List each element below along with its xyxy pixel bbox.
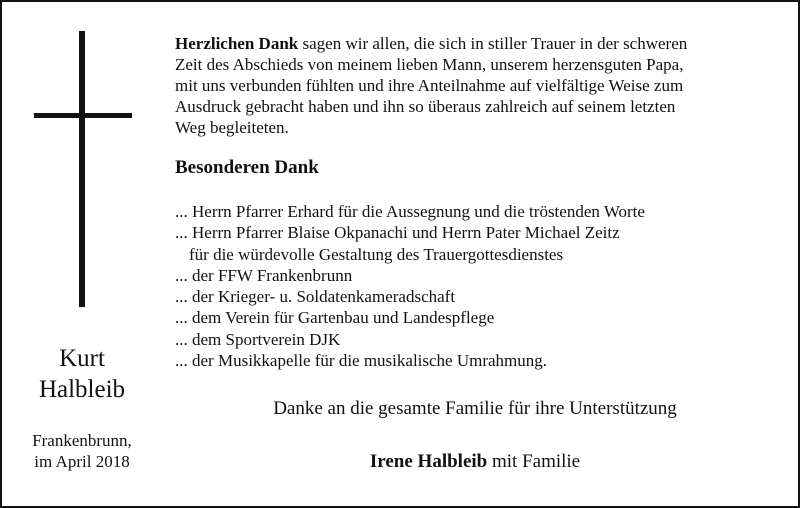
intro-line — [175, 33, 775, 54]
intro-line: Zeit des Abschieds von meinem lieben Mann, unserem herzensguten Papa, — [175, 55, 684, 74]
intro-line: mit uns verbunden fühlten und ihre Anteilnahme auf vielfältige Weise zum — [175, 76, 684, 95]
intro-line-rest: sagen wir allen, die sich in stiller Trauer in der schweren — [298, 34, 688, 53]
list-item: ... dem Verein für Gartenbau und Landespflege — [175, 308, 495, 328]
signature — [175, 451, 775, 473]
list-item: ... der Musikkapelle für die musikalische Umrahmung. — [175, 351, 548, 371]
list-item: ... Herrn Pfarrer Erhard für die Aussegnung und die tröstenden Worte — [175, 202, 645, 221]
intro-line: Ausdruck gebracht haben und ihn so überaus zahlreich auf seinem letzten — [175, 97, 676, 116]
cross-horizontal-bar — [34, 113, 132, 118]
list-item: ... der Krieger- u. Soldatenkameradschaft — [175, 287, 456, 307]
family-thanks-line: Danke an die gesamte Familie für ihre Unterstützung — [273, 398, 677, 419]
intro-line: Weg begleiteten. — [175, 118, 289, 137]
intro-bold-start: Herzlichen Dank — [175, 34, 299, 53]
date-text: im April 2018 — [34, 452, 130, 471]
list-item-continuation: für die würdevolle Gestaltung des Trauergottesdienstes — [189, 244, 564, 264]
list-item: ... der FFW Frankenbrunn — [175, 265, 353, 285]
list-item: ... Herrn Pfarrer Blaise Okpanachi und Herrn Pater Michael Zeitz — [175, 223, 620, 243]
place-text: Frankenbrunn, — [32, 431, 132, 450]
deceased-last-name: Halbleib — [38, 376, 126, 403]
signature-name: Irene Halbleib — [369, 451, 488, 472]
signature-rest: mit Familie — [487, 451, 581, 472]
intro-paragraph — [175, 33, 775, 138]
special-thanks-heading: Besonderen Dank — [175, 157, 319, 178]
cross-vertical-bar — [79, 31, 85, 307]
thanks-list — [175, 201, 645, 371]
list-item: ... dem Sportverein DJK — [175, 329, 341, 349]
deceased-first-name: Kurt — [59, 345, 105, 372]
